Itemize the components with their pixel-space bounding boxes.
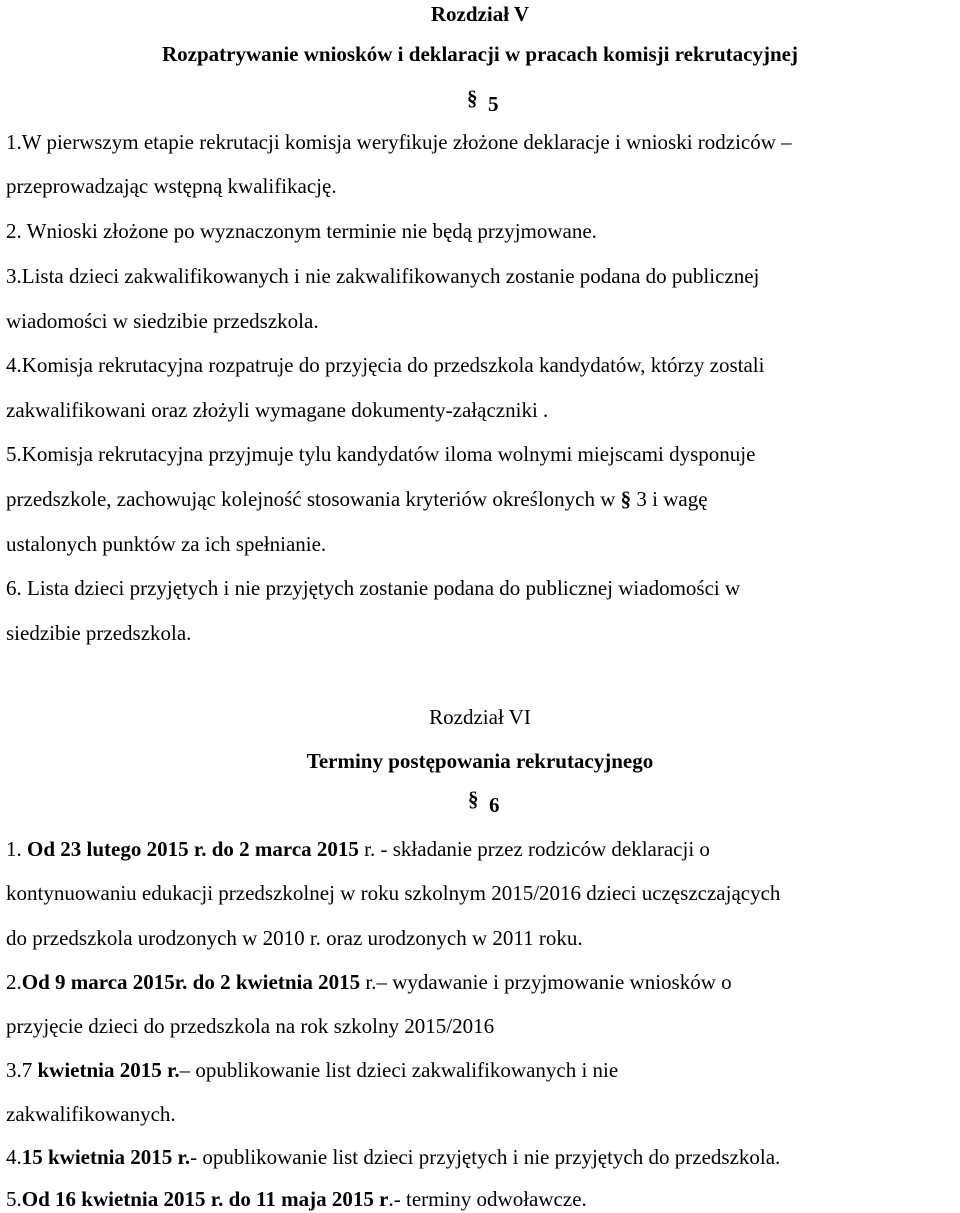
term-5-description: .- terminy odwoławcze. bbox=[388, 1187, 587, 1211]
term-2-line-1 bbox=[6, 970, 732, 994]
section-sign: § bbox=[467, 86, 478, 110]
paragraph-5-line-1: 5.Komisja rekrutacyjna przyjmuje tylu kandydatów iloma wolnymi miejscami dysponuje bbox=[6, 442, 756, 466]
term-5-line-1 bbox=[6, 1187, 587, 1211]
chapter-5-title: Rozpatrywanie wniosków i deklaracji w pracach komisji rekrutacyjnej bbox=[162, 42, 798, 66]
term-3-description: – opublikowanie list dzieci zakwalifikowanych i nie bbox=[179, 1058, 619, 1082]
term-1-description: r. - składanie przez rodziców deklaracji o bbox=[358, 837, 710, 861]
section-number: 5 bbox=[488, 92, 499, 116]
paragraph-3-line-1: 3.Lista dzieci zakwalifikowanych i nie zakwalifikowanych zostanie podana do publicznej bbox=[6, 264, 760, 288]
chapter-6-heading: Rozdział VI bbox=[429, 705, 531, 729]
term-2-description: r.– wydawanie i przyjmowanie wniosków o bbox=[360, 970, 732, 994]
term-4-number: 4. bbox=[6, 1145, 22, 1169]
paragraph-5-line-2 bbox=[6, 487, 708, 511]
paragraph-4-line-1: 4.Komisja rekrutacyjna rozpatruje do przyjęcia do przedszkola kandydatów, którzy zostali bbox=[6, 353, 765, 377]
term-4-line-1 bbox=[6, 1145, 780, 1169]
paragraph-6-line-2: siedzibie przedszkola. bbox=[6, 621, 192, 645]
term-1-line-3: do przedszkola urodzonych w 2010 r. oraz urodzonych w 2011 roku. bbox=[6, 926, 583, 950]
section-sign: § bbox=[468, 787, 479, 811]
paragraph-5-line-2-text-b: 3 i wagę bbox=[631, 487, 708, 511]
term-3-dates: kwietnia 2015 r. bbox=[37, 1058, 180, 1082]
term-2-line-2: przyjęcie dzieci do przedszkola na rok szkolny 2015/2016 bbox=[6, 1014, 495, 1038]
term-3-line-2: zakwalifikowanych. bbox=[6, 1102, 176, 1126]
paragraph-2-line-1: 2. Wnioski złożone po wyznaczonym terminie nie będą przyjmowane. bbox=[6, 219, 597, 243]
term-3-number: 3.7 bbox=[6, 1058, 38, 1082]
term-3-line-1 bbox=[6, 1058, 618, 1082]
section-number: 6 bbox=[489, 793, 500, 817]
term-5-number: 5. bbox=[6, 1187, 22, 1211]
paragraph-6-line-1: 6. Lista dzieci przyjętych i nie przyjętych zostanie podana do publicznej wiadomości w bbox=[6, 576, 741, 600]
chapter-5-heading: Rozdział V bbox=[430, 2, 530, 26]
term-2-dates: Od 9 marca 2015r. do 2 kwietnia 2015 bbox=[21, 970, 361, 994]
term-1-number: 1. bbox=[6, 837, 27, 861]
section-sign-inline: § bbox=[620, 487, 632, 511]
term-4-dates: 15 kwietnia 2015 r. bbox=[21, 1145, 191, 1169]
term-2-number: 2. bbox=[6, 970, 22, 994]
chapter-6-title: Terminy postępowania rekrutacyjnego bbox=[306, 749, 654, 773]
paragraph-5-line-2-text-a: przedszkole, zachowując kolejność stosowania kryteriów określonych w bbox=[6, 487, 621, 511]
paragraph-1-line-2: przeprowadzając wstępną kwalifikację. bbox=[6, 174, 337, 198]
term-1-line-1 bbox=[6, 837, 710, 861]
term-5-dates: Od 16 kwietnia 2015 r. do 11 maja 2015 r bbox=[21, 1187, 389, 1211]
paragraph-5-line-3: ustalonych punktów za ich spełnianie. bbox=[6, 532, 327, 556]
term-1-dates: Od 23 lutego 2015 r. do 2 marca 2015 bbox=[27, 837, 359, 861]
paragraph-4-line-2: zakwalifikowani oraz złożyli wymagane dokumenty-załączniki . bbox=[6, 398, 549, 422]
paragraph-1-line-1: 1.W pierwszym etapie rekrutacji komisja weryfikuje złożone deklaracje i wnioski rodziców – bbox=[6, 130, 792, 154]
paragraph-3-line-2: wiadomości w siedzibie przedszkola. bbox=[6, 309, 319, 333]
term-4-description: - opublikowanie list dzieci przyjętych i nie przyjętych do przedszkola. bbox=[190, 1145, 781, 1169]
term-1-line-2: kontynuowaniu edukacji przedszkolnej w roku szkolnym 2015/2016 dzieci uczęszczających bbox=[6, 881, 781, 905]
